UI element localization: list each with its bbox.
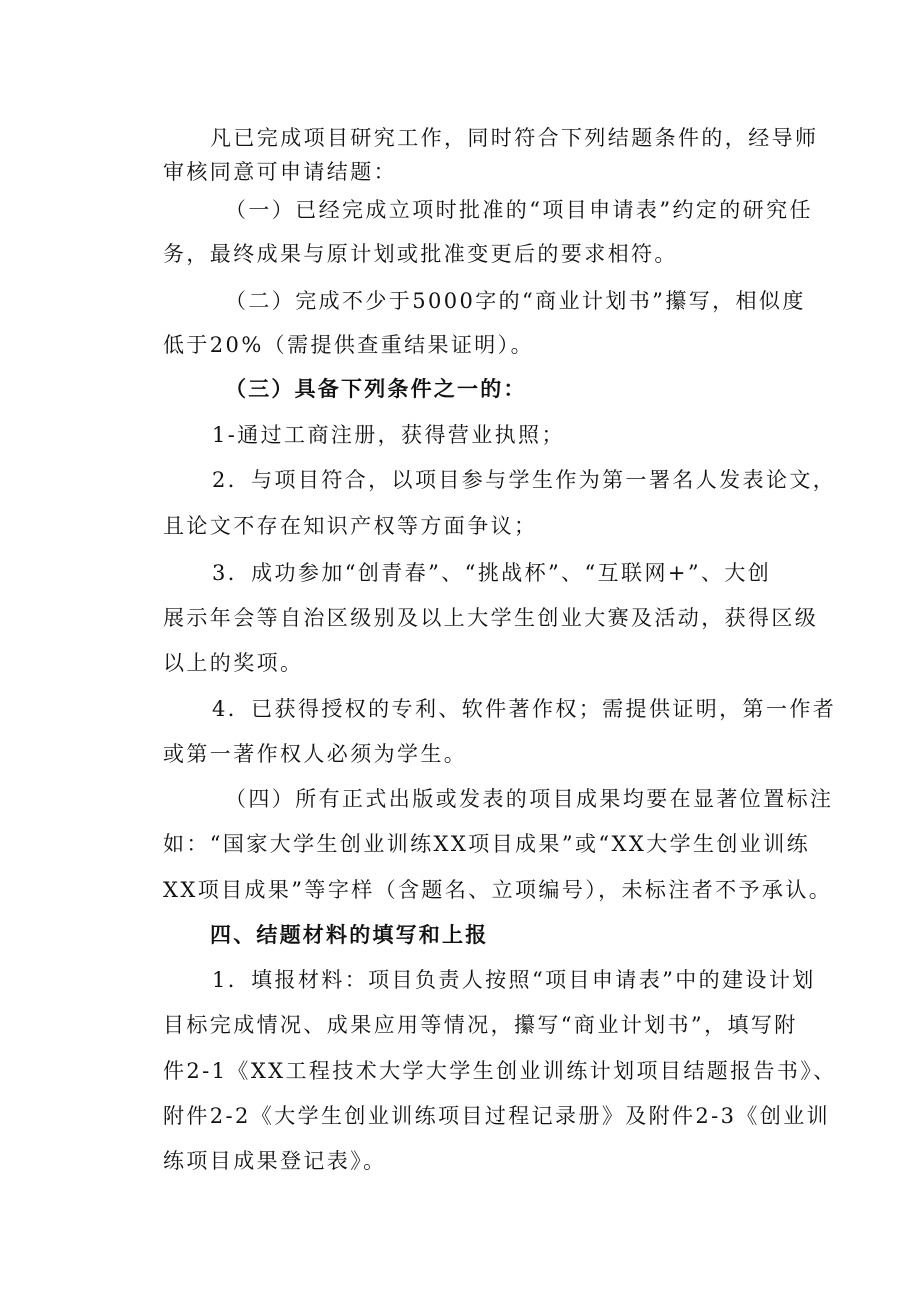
- paragraph-line: 展示年会等自治区级别及以上大学生创业大赛及活动，获得区级: [163, 606, 819, 630]
- paragraph-line: 如：“国家大学生创业训练XX项目成果”或“XX大学生创业训练: [163, 832, 811, 856]
- paragraph-line: 件2-1《XX工程技术大学大学生创业训练计划项目结题报告书》、: [163, 1059, 837, 1083]
- paragraph-line: 或第一著作权人必须为学生。: [163, 742, 468, 766]
- paragraph-line: 3．成功参加“创青春”、“挑战杯”、“互联网+”、大创: [212, 561, 772, 585]
- paragraph-line: （四）所有正式出版或发表的项目成果均要在显著位置标注: [225, 787, 834, 811]
- paragraph-line: 且论文不存在知识产权等方面争议；: [163, 514, 538, 538]
- paragraph-line: 以上的奖项。: [163, 651, 304, 675]
- paragraph-line: 审核同意可申请结题：: [163, 160, 397, 184]
- paragraph-line: 4．已获得授权的专利、软件著作权；需提供证明，第一作者: [212, 697, 837, 721]
- paragraph-line: 务，最终成果与原计划或批准变更后的要求相符。: [163, 242, 678, 266]
- paragraph-line: 1-通过工商注册，获得营业执照；: [212, 423, 565, 447]
- paragraph-line: 低于20%（需提供查重结果证明）。: [163, 333, 534, 357]
- paragraph-line: （一）已经完成立项时批准的“项目申请表”约定的研究任: [225, 198, 813, 222]
- paragraph-line: 目标完成情况、成果应用等情况，攥写“商业计划书”，填写附: [163, 1013, 798, 1037]
- paragraph-line: （三）具备下列条件之一的：: [225, 376, 527, 401]
- paragraph-line: 1．填报材料：项目负责人按照“项目申请表”中的建设计划: [212, 968, 816, 992]
- section-heading: 四、结题材料的填写和上报: [210, 922, 489, 947]
- paragraph-line: 练项目成果登记表》。: [163, 1149, 387, 1173]
- paragraph-line: 2．与项目符合，以项目参与学生作为第一署名人发表论文，: [212, 468, 837, 492]
- paragraph-line: 附件2-2《大学生创业训练项目过程记录册》及附件2-3《创业训: [163, 1104, 831, 1128]
- paragraph-line: XX项目成果”等字样（含题名、立项编号），未标注者不予承认。: [163, 878, 833, 902]
- paragraph-line: 凡已完成项目研究工作，同时符合下列结题条件的，经导师: [210, 126, 819, 150]
- paragraph-line: （二）完成不少于5000字的“商业计划书”攥写，相似度: [225, 289, 806, 313]
